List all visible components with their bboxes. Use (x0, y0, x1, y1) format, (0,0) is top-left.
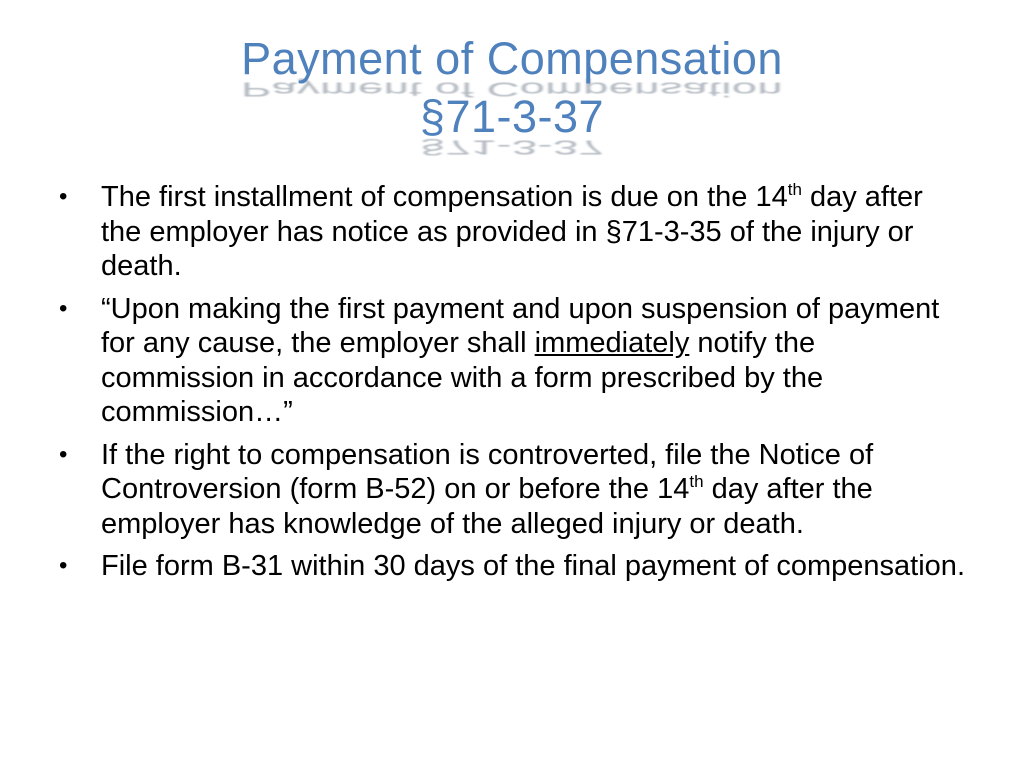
title-reflection-1: Payment of Compensation (241, 77, 783, 101)
bullet-1-text-a: The first installment of compensation is due on the 14 (101, 181, 788, 213)
bullet-1-text-b: day after the employer has notice as provided in §71-3-35 of the injury or death. (101, 181, 923, 282)
title-line-1 (241, 30, 783, 101)
bullet-2-text-b: notify the commission in accordance with a form prescribed by the commission…” (101, 327, 824, 428)
title-text-1: Payment of Compensation (241, 33, 783, 84)
bullet-list (55, 180, 970, 584)
bullet-2-text-a: “Upon making the first payment and upon suspension of payment for any cause, the employer shall (101, 292, 940, 359)
bullet-3-superscript: th (689, 472, 704, 491)
title-text-2: §71-3-37 (419, 91, 605, 142)
slide-body (55, 180, 970, 592)
bullet-4-text: File form B-31 within 30 days of the final payment of compensation. (101, 550, 965, 582)
bullet-icon: • (59, 183, 68, 210)
slide-title (0, 30, 1024, 159)
bullet-icon: • (59, 294, 68, 322)
bullet-2-underlined-word: immediately (534, 327, 690, 359)
bullet-item-1 (55, 180, 970, 284)
bullet-item-3 (55, 438, 970, 542)
bullet-item-2 (55, 292, 970, 430)
title-reflection-2: §71-3-37 (419, 135, 605, 159)
bullet-3-text-b: day after the employer has knowledge of the alleged injury or death. (101, 473, 873, 540)
bullet-1-superscript: th (787, 180, 802, 199)
bullet-icon: • (59, 440, 68, 468)
bullet-item-4 (55, 549, 970, 584)
bullet-icon: • (59, 552, 68, 579)
bullet-3-text-a: If the right to compensation is controverted, file the Notice of Controversion (form B-52) on or before the 14 (101, 438, 874, 505)
title-line-2 (419, 88, 605, 159)
